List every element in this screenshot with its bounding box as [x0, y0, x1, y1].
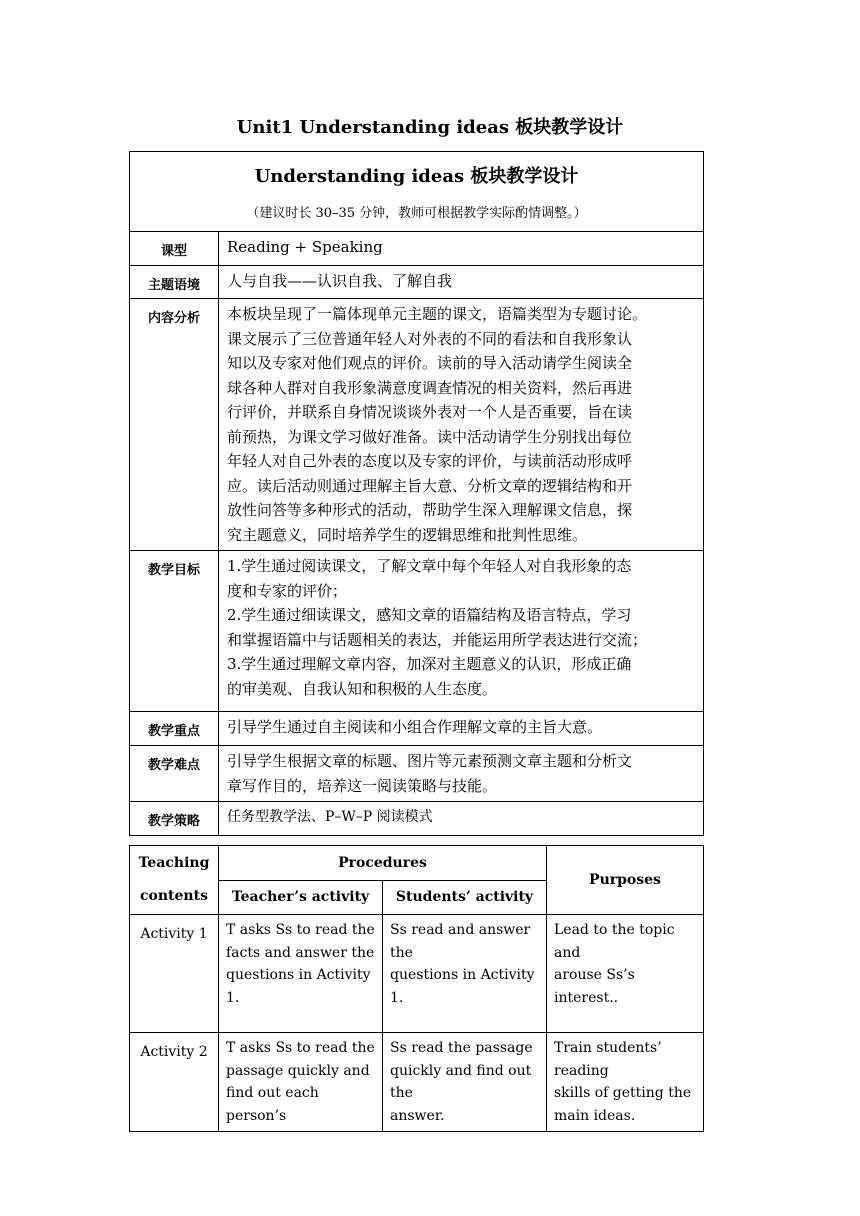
activity-label: Activity 2 [130, 1033, 219, 1132]
row-label-key-points: 教学重点 [130, 712, 219, 746]
table-row [130, 915, 704, 1033]
row-label-lesson-type: 课型 [130, 232, 219, 266]
row-label-teaching-strategy: 教学策略 [130, 802, 219, 836]
document-title: Unit1 Understanding ideas 板块教学设计 [236, 117, 624, 138]
row-value-teaching-objectives: 1.学生通过阅读课文，了解文章中每个年轻人对自我形象的态 度和专家的评价； 2.学生通过细读课文，感知文章的语篇结构及语言特点，学习 和掌握语篇中与话题相关的表达，并能运用所学表达进行交流； 3.学生通过理解文章内容，加深对主题意义的认识，形成正确 的审美观、自我认知和积极的人生态度。 [219, 551, 704, 712]
students-activity-cell: Ss read and answer the questions in Activity 1. [383, 915, 547, 1033]
row-value-key-points: 引导学生通过自主阅读和小组合作理解文章的主旨大意。 [219, 712, 704, 746]
row-value-theme-context: 人与自我——认识自我、了解自我 [219, 266, 704, 299]
row-label-teaching-objectives: 教学目标 [130, 551, 219, 712]
purposes-cell: Train students’ reading skills of getting the main ideas. [547, 1033, 704, 1132]
row-label-theme-context: 主题语境 [130, 266, 219, 299]
header-students-activity: Students’ activity [383, 881, 547, 915]
students-activity-cell: Ss read the passage quickly and find out the answer. [383, 1033, 547, 1132]
purposes-cell: Lead to the topic and arouse Ss’s interest.. [547, 915, 704, 1033]
row-value-lesson-type: Reading + Speaking [219, 232, 704, 266]
activity-label: Activity 1 [130, 915, 219, 1033]
row-value-content-analysis: 本板块呈现了一篇体现单元主题的课文，语篇类型为专题讨论。 课文展示了三位普通年轻人对外表的不同的看法和自我形象认 知以及专家对他们观点的评价。读前的导入活动请学生阅读全 球各种人群对自我形象满意度调查情况的相关资料，然后再进 行评价，并联系自身情况谈谈外表对一个人是否重要，旨在读 前预热，为课文学习做好准备。读中活动请学生分别找出每位 年轻人对自己外表的态度以及专家的评价，与读前活动形成呼 应。读后活动则通过理解主旨大意、分析文章的逻辑结构和开 放性问答等多种形式的活动，帮助学生深入理解课文信息，探 究主题意义，同时培养学生的逻辑思维和批判性思维。 [219, 299, 704, 551]
header-procedures: Procedures [219, 846, 547, 881]
header-purposes: Purposes [547, 846, 704, 915]
procedure-table [129, 845, 704, 1132]
design-table-title: Understanding ideas 板块教学设计 [254, 166, 579, 187]
teacher-activity-cell: T asks Ss to read the passage quickly and find out each person’s [219, 1033, 383, 1132]
header-teaching-contents-line2: contents [140, 888, 208, 904]
header-teaching-contents [130, 846, 219, 915]
header-teacher-activity: Teacher’s activity [219, 881, 383, 915]
design-table-header [130, 152, 704, 232]
table-row [130, 1033, 704, 1132]
header-teaching-contents-line1: Teaching [138, 855, 210, 871]
row-label-difficult-points: 教学难点 [130, 746, 219, 802]
row-value-difficult-points: 引导学生根据文章的标题、图片等元素预测文章主题和分析文 章写作目的，培养这一阅读策略与技能。 [219, 746, 704, 802]
teacher-activity-cell: T asks Ss to read the facts and answer the questions in Activity 1. [219, 915, 383, 1033]
lesson-design-table [129, 151, 704, 836]
duration-note: （建议时长 30–35 分钟，教师可根据教学实际酌情调整。） [246, 206, 587, 221]
row-label-content-analysis: 内容分析 [130, 299, 219, 551]
row-value-teaching-strategy: 任务型教学法、P–W–P 阅读模式 [219, 802, 704, 836]
